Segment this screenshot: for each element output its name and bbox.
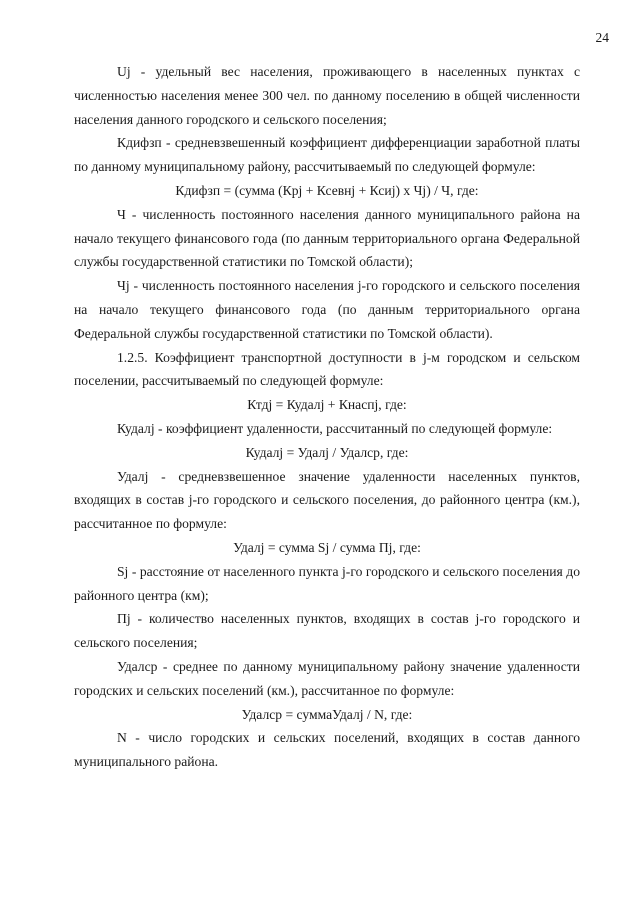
paragraph-uj-definition: Uj - удельный вес населения, проживающего в населенных пунктах с численностью населения менее 300 чел. по данному поселению в общей численности населения данного городского и сельского поселения; xyxy=(74,64,580,127)
formula-udalj: Удалj = сумма Sj / сумма Пj, где: xyxy=(233,539,421,555)
formula-ktdj: Ктдj = Кудалj + Кнаспj, где: xyxy=(247,397,407,413)
page-number: 24 xyxy=(595,30,609,45)
paragraph-kudalj-definition: Кудалj - коэффициент удаленности, рассчитанный по следующей формуле: xyxy=(117,420,553,436)
page-body xyxy=(74,60,580,774)
paragraph-sj-definition: Sj - расстояние от населенного пункта j-го городского и сельского поселения до районного центра (км); xyxy=(74,563,580,603)
paragraph-ch-definition: Ч - численность постоянного населения данного муниципального района на начало текущего финансового года (по данным территориального органа Федеральной службы государственной статистики по Томской области); xyxy=(74,206,580,270)
paragraph-chj-definition: Чj - численность постоянного населения j-го городского и сельского поселения на начало текущего финансового года (по данным территориального органа Федеральной службы государственной статистики по Томской области). xyxy=(74,278,580,341)
formula-kudalj: Кудалj = Удалj / Удалср, где: xyxy=(245,444,409,460)
paragraph-udalsr-definition: Удалср - среднее по данному муниципальному району значение удаленности городских и сельских поселений (км.), рассчитанное по формуле: xyxy=(74,658,580,698)
paragraph-udalj-definition: Удалj - средневзвешенное значение удаленности населенных пунктов, входящих в состав j-го городского и сельского поселения, до районного центра (км.), рассчитанное по формуле: xyxy=(74,468,580,532)
paragraph-pj-definition: Пj - количество населенных пунктов, входящих в состав j-го городского и сельского поселения; xyxy=(74,611,580,651)
formula-udalsr: Удалср = суммаУдалj / N, где: xyxy=(241,706,413,722)
paragraph-section-1-2-5: 1.2.5. Коэффициент транспортной доступности в j-м городском и сельском поселении, рассчитываемый по следующей формуле: xyxy=(74,349,580,389)
paragraph-n-definition: N - число городских и сельских поселений, входящих в состав данного муниципального района. xyxy=(74,730,580,770)
paragraph-kdifzp-definition: Кдифзп - средневзвешенный коэффициент дифференциации заработной платы по данному муниципальному району, рассчитываемый по следующей формуле: xyxy=(74,135,580,175)
formula-kdifzp: Кдифзп = (сумма (Крj + Ксевнj + Ксиj) х Чj) / Ч, где: xyxy=(175,182,479,198)
